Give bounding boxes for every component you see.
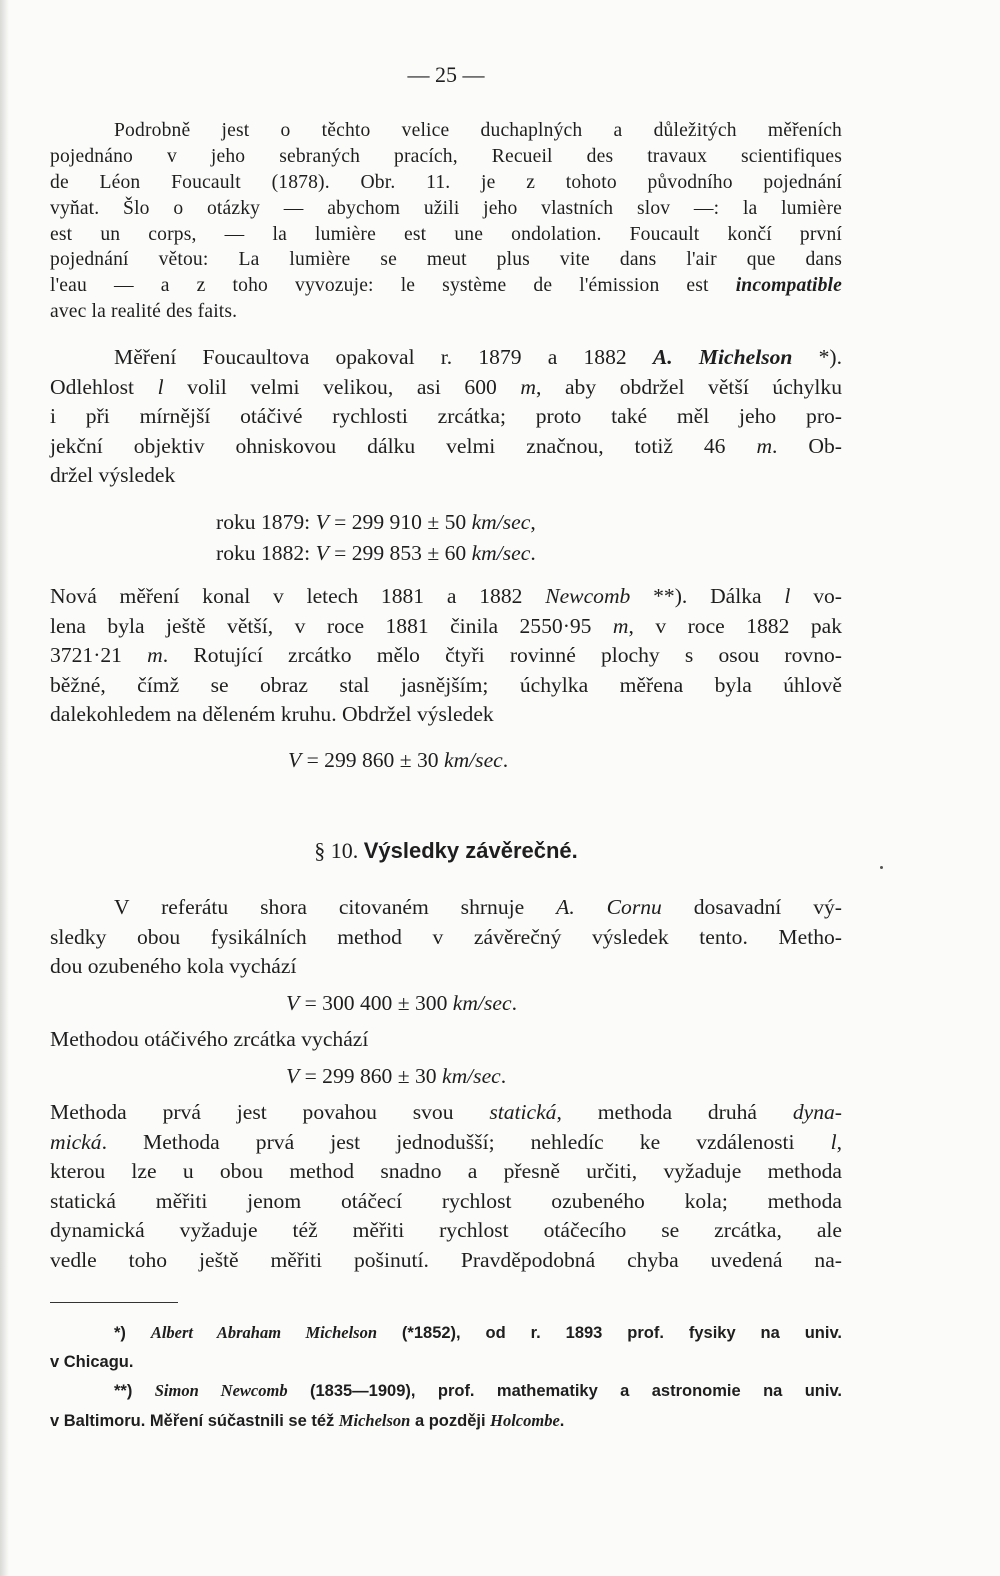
text-line: dynamická vyžaduje též měřiti rychlost otáčecího se zrcátka, ale: [50, 1218, 842, 1242]
paragraph-foucault: [50, 118, 842, 325]
footnote-line: v Chicagu.: [50, 1353, 134, 1371]
text-line: jekční objektiv ohniskovou dálku velmi značnou, totiž 46 m. Ob-: [50, 433, 842, 458]
footnote-michelson: [50, 1318, 842, 1377]
text-line: lena byla ještě větší, v roce 1881 činila 2550·95 m, v roce 1882 pak: [50, 613, 843, 638]
page-number: — 25 —: [407, 62, 485, 87]
text-line: V referátu shora citovaném shrnuje A. Cornu dosavadní vý-: [114, 895, 842, 919]
footnote-line: **) Simon Newcomb (1835—1909), prof. mathematiky a astronomie na univ.: [114, 1381, 842, 1400]
text-line: Methodou otáčivého zrcátka vychází: [50, 1027, 369, 1051]
paragraph-conclusion-b: [50, 1025, 842, 1055]
footnote-newcomb: [50, 1376, 842, 1436]
equation-1879: roku 1879: V = 299 910 ± 50 km/sec,: [216, 510, 536, 534]
equation-zrcatko: V = 299 860 ± 30 km/sec.: [286, 1064, 507, 1088]
text-line: pojednáno v jeho sebraných pracích, Recueil des travaux scientifiques: [50, 145, 842, 167]
speck: [880, 866, 883, 869]
text-line: Měření Foucaultova opakoval r. 1879 a 1882 A. Michelson *).: [114, 345, 842, 369]
text-line: l'eau — a z toho vyvozuje: le système de l'émission est incompatible: [50, 275, 842, 297]
text-line: statická měřiti jenom otáčecí rychlost ozubeného kola; methoda: [50, 1188, 842, 1213]
text-line: běžné, čímž se obraz stal jasnějším; úchylka měřena byla úhlově: [50, 672, 842, 697]
text-line: držel výsledek: [50, 463, 176, 487]
text-line: kterou lze u obou method snadno a přesně určiti, vyžaduje methoda: [50, 1159, 842, 1183]
text-line: mická. Methoda prvá jest jednodušší; nehledíc ke vzdálenosti l,: [50, 1129, 842, 1154]
footnote-line: v Baltimoru. Měření súčastnili se též Michelson a později Holcombe.: [50, 1411, 565, 1430]
text-line: Nová měření konal v letech 1881 a 1882 Newcomb **). Dálka l vo-: [50, 584, 842, 608]
text-line: vyňat. Šlo o otázky — abychom užili jeho vlastních slov —: la lumière: [50, 197, 842, 219]
text-line: avec la realité des faits.: [50, 301, 238, 323]
text-line: Methoda prvá jest povahou svou statická, methoda druhá dyna-: [50, 1100, 842, 1124]
text-line: pojednání větou: La lumière se meut plus vite dans l'air que dans: [50, 249, 842, 271]
text-line: de Léon Foucault (1878). Obr. 11. je z tohoto původního pojednání: [50, 171, 842, 193]
paragraph-michelson: [50, 343, 842, 491]
equation-1882: roku 1882: V = 299 853 ± 60 km/sec.: [216, 541, 536, 565]
text-line: vedle toho ještě měřiti pošinutí. Pravděpodobná chyba uvedená na-: [50, 1247, 842, 1272]
paragraph-newcomb: [50, 582, 842, 730]
section-heading: § 10. Výsledky závěrečné.: [314, 838, 578, 863]
text-line: est un corps, — la lumière est une ondolation. Foucault končí první: [50, 223, 842, 245]
equation-newcomb: V = 299 860 ± 30 km/sec.: [288, 748, 509, 772]
equation-ozubene-kolo: V = 300 400 ± 300 km/sec.: [286, 991, 517, 1015]
text-line: Odlehlost l volil velmi velikou, asi 600 m, aby obdržel větší úchylku: [50, 374, 842, 399]
page-edge-shadow: [0, 0, 9, 1576]
text-line: 3721·21 m. Rotující zrcátko mělo čtyři rovinné plochy s osou rovno-: [50, 643, 842, 667]
text-line: dou ozubeného kola vychází: [50, 954, 297, 978]
book-page: [50, 0, 842, 1576]
footnote-line: *) Albert Abraham Michelson (*1852), od r. 1893 prof. fysiky na univ.: [114, 1323, 842, 1342]
text-line: sledky obou fysikálních method v závěrečný výsledek tento. Metho-: [50, 924, 842, 949]
text-line: Podrobně jest o těchto velice duchaplných a důležitých měřeních: [114, 120, 842, 141]
text-line: i při mírnější otáčivé rychlosti zrcátka; proto také měl jeho pro-: [50, 404, 842, 428]
paragraph-conclusion-a: [50, 893, 842, 982]
paragraph-conclusion-c: [50, 1098, 842, 1275]
text-line: dalekohledem na děleném kruhu. Obdržel výsledek: [50, 702, 494, 726]
footnote-divider: [50, 1302, 178, 1303]
